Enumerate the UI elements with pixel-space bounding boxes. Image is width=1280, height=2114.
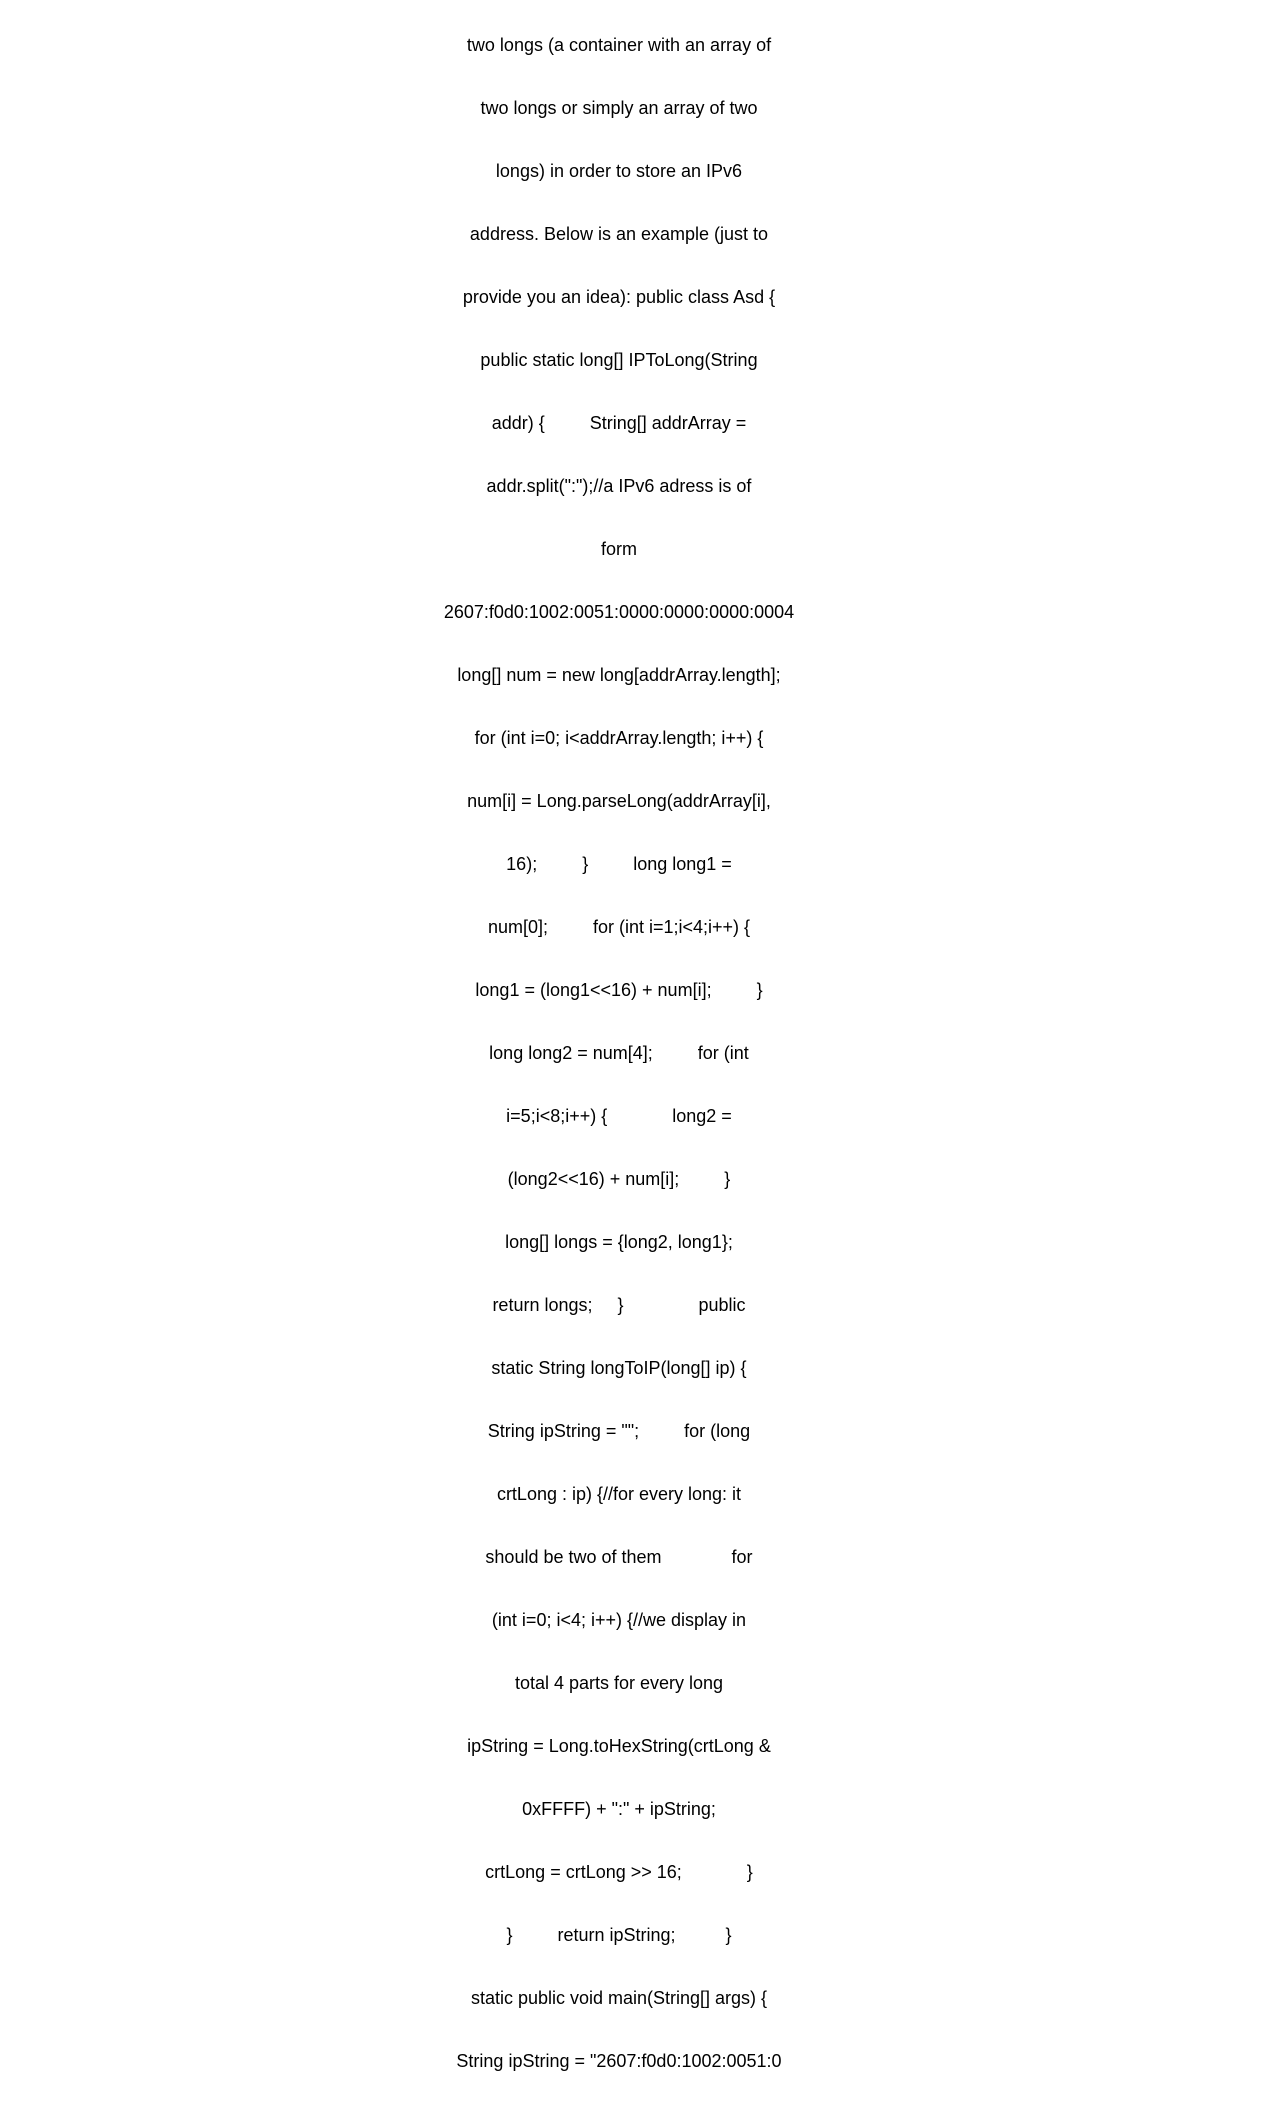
text-line: long1 = (long1<<16) + num[i]; } — [475, 980, 763, 1000]
text-line: 2607:f0d0:1002:0051:0000:0000:0000:0004 — [443, 602, 795, 622]
text-line: address. Below is an example (just to — [469, 224, 769, 244]
text-line: longs) in order to store an IPv6 — [495, 161, 743, 181]
text-line: (int i=0; i<4; i++) {//we display in — [491, 1610, 747, 1630]
text-line: String ipString = "2607:f0d0:1002:0051:0 — [456, 2051, 782, 2071]
text-line: crtLong : ip) {//for every long: it — [496, 1484, 742, 1504]
text-line: should be two of them for — [485, 1547, 753, 1567]
text-line: provide you an idea): public class Asd { — [462, 287, 776, 307]
document-text-column — [440, 0, 798, 2114]
text-line: two longs (a container with an array of — [466, 35, 772, 55]
text-line: total 4 parts for every long — [514, 1673, 724, 1693]
text-line: long long2 = num[4]; for (int — [489, 1043, 749, 1063]
text-line: addr.split(":");//a IPv6 adress is of — [486, 476, 752, 496]
text-line: static String longToIP(long[] ip) { — [491, 1358, 747, 1378]
text-line: crtLong = crtLong >> 16; } — [485, 1862, 753, 1882]
text-line: static public void main(String[] args) { — [470, 1988, 768, 2008]
text-line: 16); } long long1 = — [506, 854, 732, 874]
text-line: i=5;i<8;i++) { long2 = — [506, 1106, 732, 1126]
text-line: two longs or simply an array of two — [480, 98, 758, 118]
text-line: } return ipString; } — [506, 1925, 732, 1945]
text-line: long[] num = new long[addrArray.length]; — [457, 665, 781, 685]
text-line: public static long[] IPToLong(String — [480, 350, 758, 370]
text-line: num[i] = Long.parseLong(addrArray[i], — [467, 791, 771, 811]
text-line: return longs; } public — [492, 1295, 746, 1315]
text-line: for (int i=0; i<addrArray.length; i++) { — [474, 728, 764, 748]
text-line: 0xFFFF) + ":" + ipString; — [522, 1799, 716, 1819]
text-line: ipString = Long.toHexString(crtLong & — [467, 1736, 771, 1756]
text-line: num[0]; for (int i=1;i<4;i++) { — [487, 917, 751, 937]
text-line: addr) { String[] addrArray = — [491, 413, 747, 433]
text-line: String ipString = ""; for (long — [487, 1421, 751, 1441]
text-line: long[] longs = {long2, long1}; — [505, 1232, 733, 1252]
text-line: (long2<<16) + num[i]; } — [507, 1169, 731, 1189]
text-line: form — [601, 539, 637, 559]
